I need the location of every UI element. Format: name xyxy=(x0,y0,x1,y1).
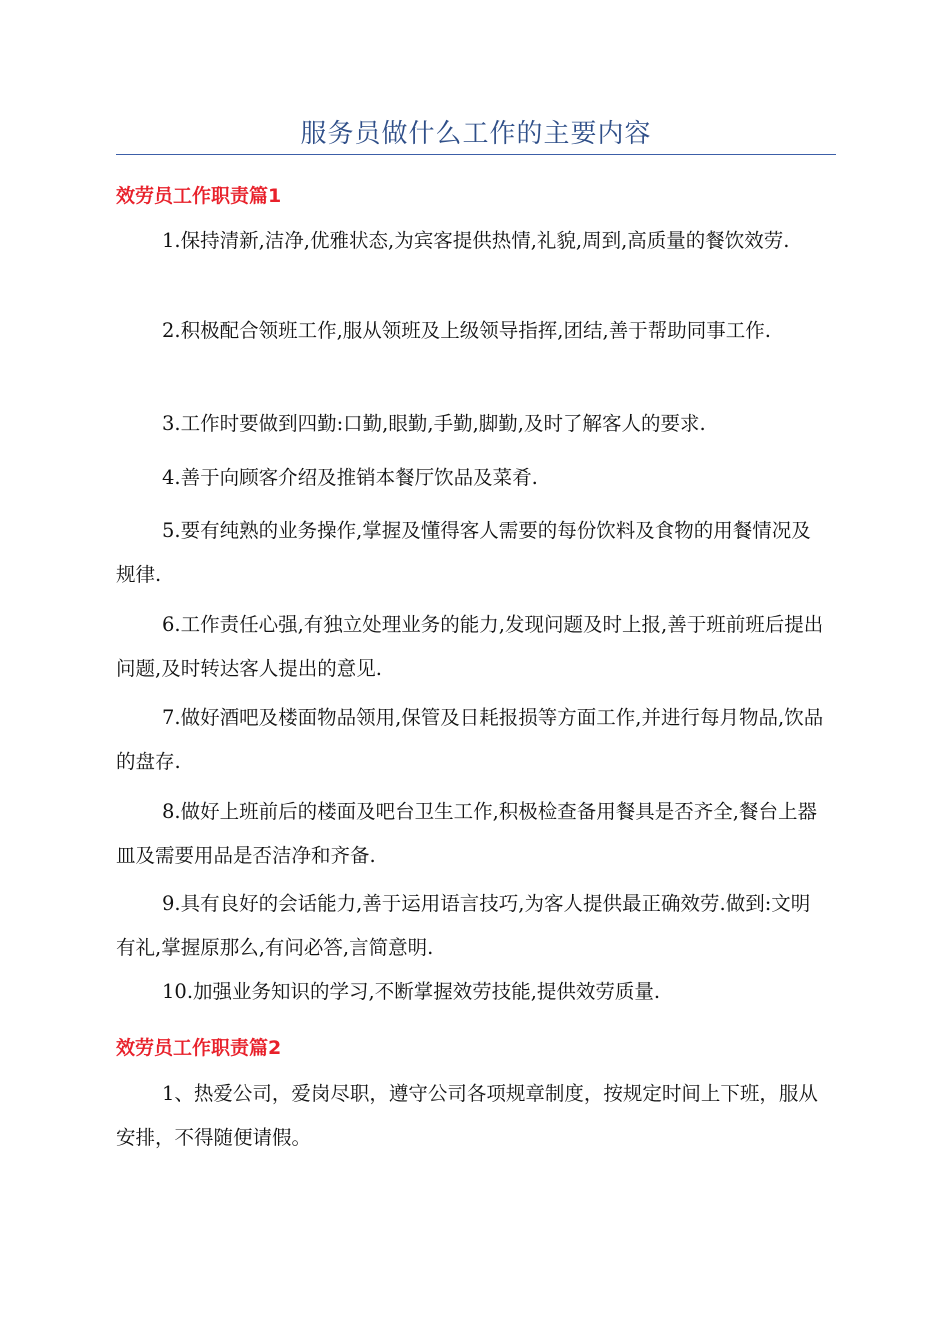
section-1-item-3: 3.工作时要做到四勤:口勤,眼勤,手勤,脚勤,及时了解客人的要求. xyxy=(162,412,706,435)
title-divider xyxy=(116,154,836,155)
section-1-item-5: 5.要有纯熟的业务操作,掌握及懂得客人需要的每份饮料及食物的用餐情况及规律. xyxy=(116,519,811,586)
section-heading-2: 效劳员工作职责篇2 xyxy=(116,1037,282,1059)
section-1-item-10: 10.加强业务知识的学习,不断掌握效劳技能,提供效劳质量. xyxy=(162,980,661,1003)
section-1-item-8: 8.做好上班前后的楼面及吧台卫生工作,积极检查备用餐具是否齐全,餐台上器皿及需要用品是否洁净和齐备. xyxy=(116,800,818,867)
section-heading-1: 效劳员工作职责篇1 xyxy=(116,185,282,207)
section-2-item-1: 1、热爱公司，爱岗尽职，遵守公司各项规章制度，按规定时间上下班，服从安排，不得随便请假。 xyxy=(116,1082,818,1149)
section-1-item-6: 6.工作责任心强,有独立处理业务的能力,发现问题及时上报,善于班前班后提出问题,及时转达客人提出的意见. xyxy=(116,613,824,680)
section-1-item-1: 1.保持清新,洁净,优雅状态,为宾客提供热情,礼貌,周到,高质量的餐饮效劳. xyxy=(162,229,790,252)
section-1-item-2: 2.积极配合领班工作,服从领班及上级领导指挥,团结,善于帮助同事工作. xyxy=(162,319,771,342)
document-title: 服务员做什么工作的主要内容 xyxy=(300,119,652,149)
section-1-item-4: 4.善于向顾客介绍及推销本餐厅饮品及菜肴. xyxy=(162,466,538,489)
section-1-item-9: 9.具有良好的会话能力,善于运用语言技巧,为客人提供最正确效劳.做到:文明有礼,掌握原那么,有问必答,言简意明. xyxy=(116,892,811,959)
section-1-item-7: 7.做好酒吧及楼面物品领用,保管及日耗报损等方面工作,并进行每月物品,饮品的盘存. xyxy=(116,706,824,773)
